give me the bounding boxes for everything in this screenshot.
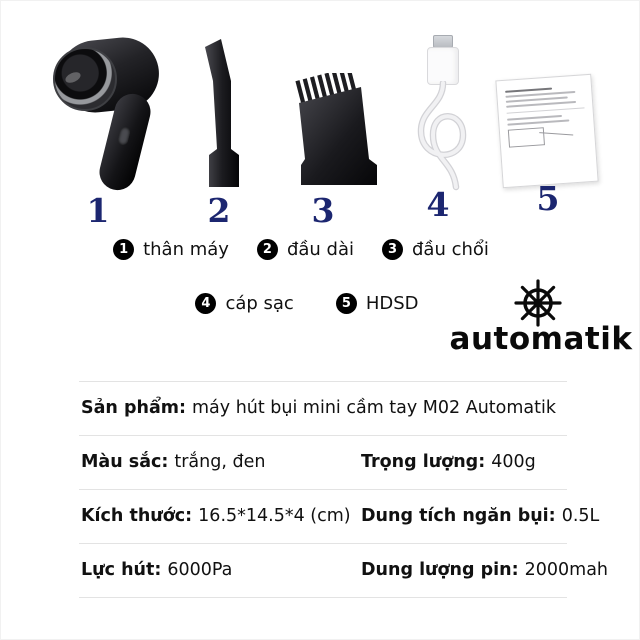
- cable-loop: [411, 81, 475, 191]
- brand-name: automatik: [449, 321, 633, 357]
- spec-cell: [81, 382, 556, 435]
- spec-value: 6000Pa: [167, 560, 233, 580]
- spec-cell: [81, 436, 265, 489]
- manual-paper-image: [499, 77, 595, 185]
- usb-cable-image: [411, 35, 475, 191]
- spec-value: 2000mah: [524, 560, 609, 580]
- legend-label: HDSD: [365, 293, 419, 314]
- item-number-4: 4: [426, 185, 450, 224]
- spec-label: Trọng lượng:: [361, 452, 486, 472]
- manual-text-line: [507, 119, 569, 125]
- spec-cell: [361, 544, 608, 597]
- spec-cell: [361, 436, 536, 489]
- item-number-1: 1: [86, 191, 110, 230]
- legend-item-hdsd: [336, 293, 419, 314]
- spec-label: Dung tích ngăn bụi:: [361, 506, 556, 526]
- legend-item-cap-sac: [195, 293, 293, 314]
- manual-paper: [495, 74, 598, 188]
- spec-value: trắng, đen: [174, 452, 266, 472]
- spec-cell: [361, 490, 599, 543]
- legend-item-dau-dai: [257, 239, 354, 260]
- legend-row-1: [1, 239, 601, 260]
- legend-item-dau-choi: [382, 239, 489, 260]
- spec-label: Kích thước:: [81, 506, 193, 526]
- spec-row-color-weight: [79, 436, 567, 490]
- spec-value: 0.5L: [561, 506, 600, 526]
- spec-label: Sản phẩm:: [81, 398, 186, 418]
- spec-value: 400g: [491, 452, 536, 472]
- spec-row-suction-battery: [79, 544, 609, 598]
- item-number-3: 3: [311, 191, 335, 230]
- item-number-2: 2: [207, 191, 231, 230]
- item-number-5: 5: [536, 179, 560, 218]
- spec-row-size-capacity: [79, 490, 600, 544]
- legend-label: thân máy: [143, 239, 229, 260]
- numbered-circle-5: 5: [336, 293, 357, 314]
- usb-connector-body: [427, 47, 459, 85]
- spec-label: Lực hút:: [81, 560, 162, 580]
- numbered-circle-4: 4: [195, 293, 216, 314]
- legend-label: đầu dài: [286, 239, 354, 260]
- numbered-circle-2: 2: [257, 239, 278, 260]
- numbered-circle-1: 1: [113, 239, 134, 260]
- spec-table: [79, 381, 609, 598]
- spec-cell: [81, 490, 351, 543]
- brush-head-image: [289, 73, 389, 191]
- spec-row-product: [79, 382, 567, 436]
- legend-label: cáp sạc: [225, 293, 294, 314]
- spec-value: máy hút bụi mini cầm tay M02 Automatik: [192, 398, 556, 418]
- spec-value: 16.5*14.5*4 (cm): [198, 506, 351, 526]
- vacuum-highlight: [64, 70, 82, 85]
- legend-label: đầu chổi: [411, 239, 489, 260]
- vacuum-body-image: [53, 33, 168, 191]
- spec-cell: [81, 544, 232, 597]
- spec-label: Dung lượng pin:: [361, 560, 519, 580]
- crevice-nozzle-image: [197, 37, 251, 189]
- manual-diagram: [508, 127, 545, 147]
- manual-divider: [507, 107, 585, 113]
- numbered-circle-3: 3: [382, 239, 403, 260]
- spec-label: Màu sắc:: [81, 452, 169, 472]
- legend-item-than-may: [113, 239, 229, 260]
- vacuum-front-face: [53, 47, 117, 111]
